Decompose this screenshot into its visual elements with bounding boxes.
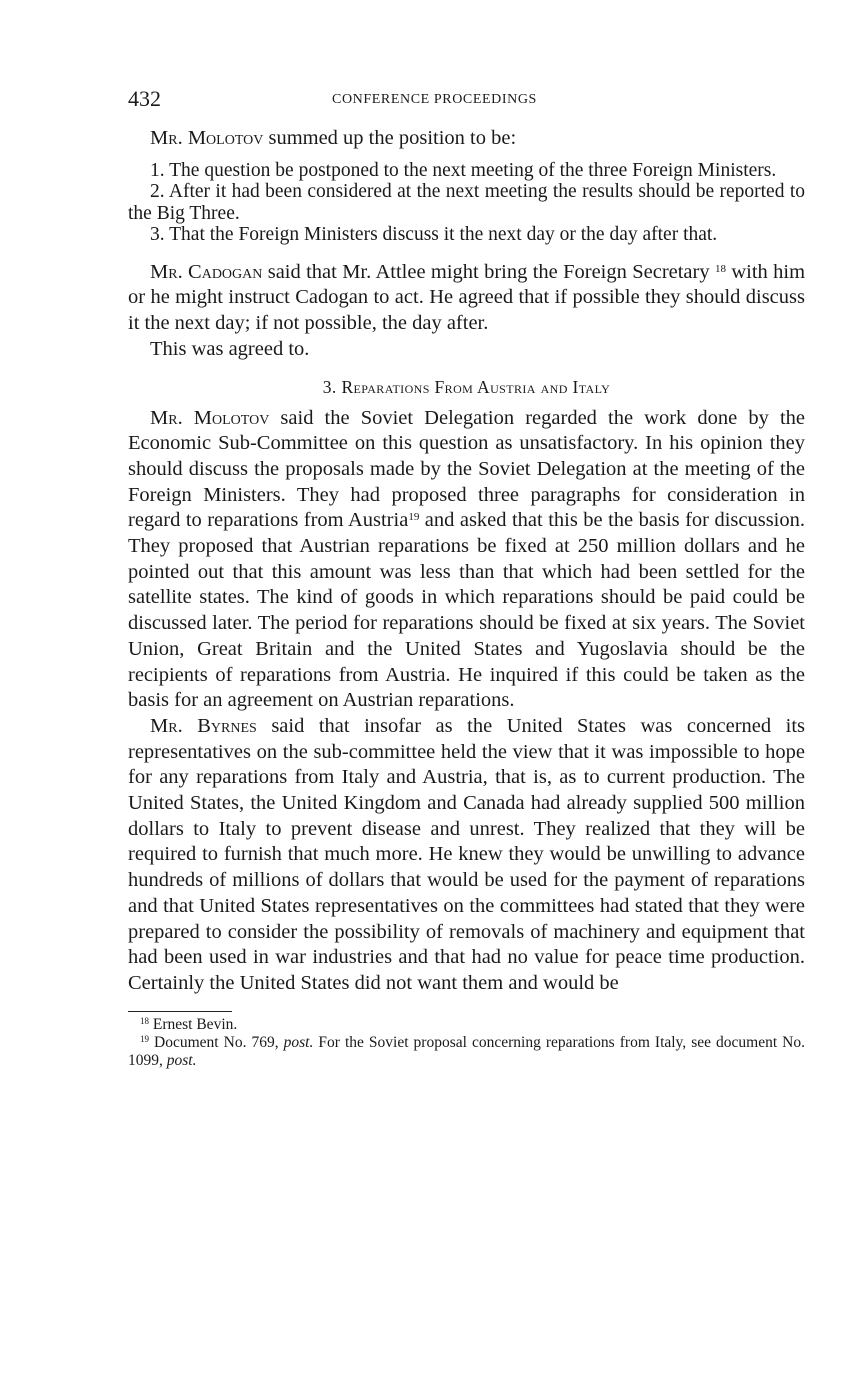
footnote-text: Ernest Bevin.: [152, 1015, 238, 1033]
cadogan-paragraph: [128, 260, 805, 337]
footnote-text: For the Soviet proposal concerning reparations from Italy, see document No. 1099,: [128, 1033, 806, 1069]
footnote-rule: [128, 1011, 232, 1012]
running-head: [128, 86, 805, 126]
speaker-name: Mr. Molotov: [150, 406, 270, 429]
section-heading: 3. Reparations From Austria and Italy: [322, 376, 611, 397]
document-page: [128, 86, 805, 1070]
footnote-italic: post.: [283, 1033, 314, 1051]
byrnes-paragraph: [128, 714, 805, 997]
paragraph-text: said that Mr. Attlee might bring the Foreign Secretary: [267, 260, 710, 283]
footnote: [128, 1034, 805, 1070]
agreed-paragraph: This was agreed to.: [150, 337, 310, 360]
footnote: [128, 1016, 805, 1034]
footnote-ref: 18: [714, 262, 726, 275]
paragraph-text: said that insofar as the United States was concerned its representatives on the sub-committee held the view that it was impossible to hope for any reparations from Italy and Austria, that is, as to current production. The United States, the United Kingdom and Canada had already supplied 500 million dollars to Italy to prevent disease and unrest. They realized that they will be required to furnish that much more. He knew they would be unwilling to advance hundreds of millions of dollars that would be used for the payment of reparations and that United States representatives on the committees had stated that they were prepared to consider the possibility of removals of machinery and equipment that had been used in war industries and that had no value for peace time production. Certainly the United States did not want them and would be: [128, 714, 806, 994]
footnote-italic: post.: [166, 1051, 197, 1069]
paragraph-text: with him or he might instruct Cadogan to act. He agreed that if possible they should discuss it the next day; if not possible, the day after.: [128, 260, 806, 335]
list-item: 3. That the Foreign Ministers discuss it the next day or the day after that.: [150, 224, 718, 246]
footnote-number: 19: [140, 1033, 149, 1044]
paragraph-text: summed up the position to be:: [268, 127, 517, 149]
speaker-name: Mr. Byrnes: [150, 714, 257, 737]
footnote-number: 18: [140, 1015, 149, 1026]
position-list: [128, 160, 805, 246]
paragraph-text: and asked that this be the basis for discussion. They proposed that Austrian reparations be fixed at 250 million dollars and he pointed out that this amount was less than that which had been settled for the satellite states. The kind of goods in which reparations should be paid could be discussed later. The period for reparations should be fixed at six years. The Soviet Union, Great Britain and the United States and Yugoslavia should be the recipients of reparations from Austria. He inquired if this could be taken as the basis for an agreement on Austrian reparations.: [128, 509, 805, 712]
molotov-reparations-paragraph: [128, 406, 805, 714]
running-title: CONFERENCE PROCEEDINGS: [332, 92, 537, 107]
footnote-ref: 19: [408, 511, 420, 524]
paragraph-text: said the Soviet Delegation regarded the work done by the Economic Sub-Committee on this question as unsatisfactory. In his opinion they should discuss the proposals made by the Soviet Delegation at the meeting of the Foreign Ministers. They had proposed three paragraphs for consideration in regard to reparations from Austria: [128, 406, 805, 532]
page-number: 432: [128, 86, 161, 111]
footnote-text: Document No. 769,: [154, 1033, 279, 1051]
list-item: 2. After it had been considered at the next meeting the results should be reported to the Big Three.: [128, 181, 805, 224]
footnotes: [128, 1016, 805, 1070]
speaker-name: Mr. Cadogan: [150, 260, 263, 283]
list-item: 1. The question be postponed to the next meeting of the three Foreign Ministers.: [150, 159, 777, 181]
speaker-name: Mr. Molotov: [150, 127, 264, 149]
molotov-summary-paragraph: [128, 126, 805, 152]
